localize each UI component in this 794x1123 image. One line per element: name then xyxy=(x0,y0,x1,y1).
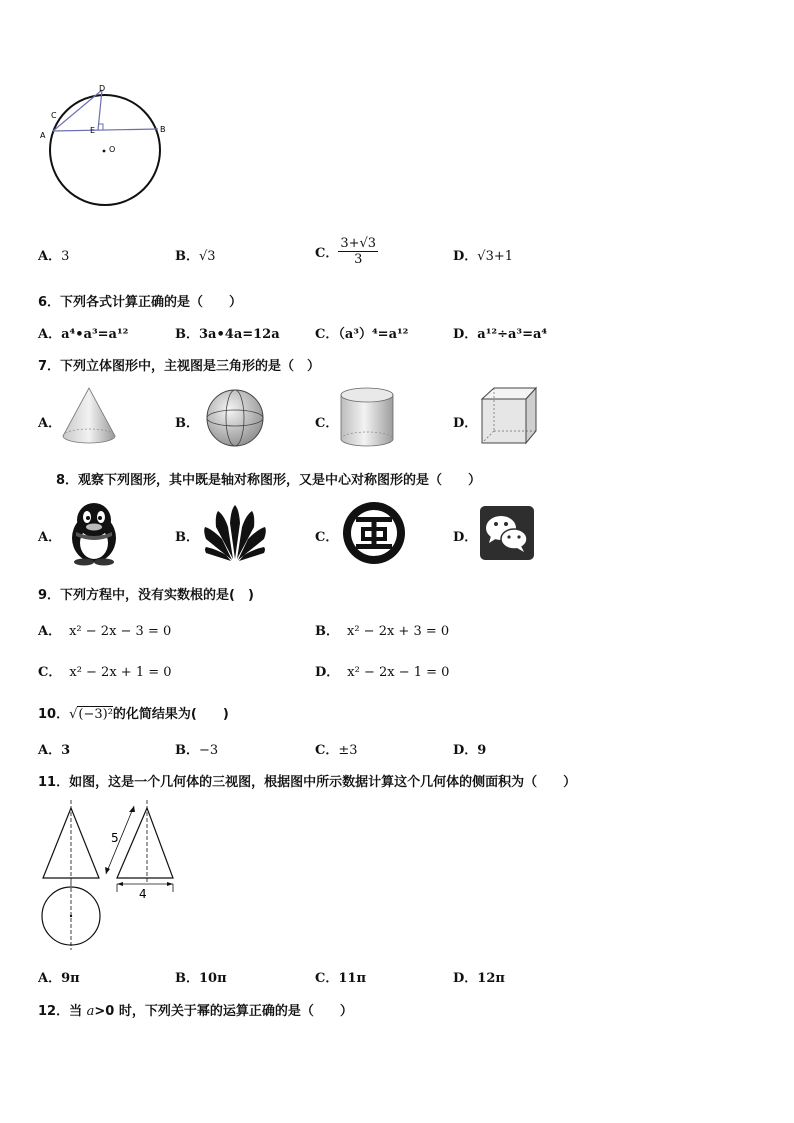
q7-option-d[interactable]: D． xyxy=(453,416,478,431)
q5-option-b[interactable]: B．√3 xyxy=(175,249,216,264)
option-label: A． xyxy=(38,249,62,264)
q11-option-a[interactable]: A．9π xyxy=(38,971,80,986)
point-label-a: A xyxy=(40,131,46,140)
q9-option-b[interactable]: B． x² − 2x + 3 = 0 xyxy=(315,624,450,639)
q5-option-c[interactable] xyxy=(315,236,378,267)
base-length-label: 4 xyxy=(139,887,147,901)
q6-stem: 6．下列各式计算正确的是（ ） xyxy=(38,295,243,310)
q6-option-a[interactable]: A．a⁴•a³=a¹² xyxy=(38,327,129,342)
fraction: $\frac{3+√3}{3}$ xyxy=(340,236,377,267)
three-view-figure xyxy=(36,796,184,952)
point-label-b: B xyxy=(160,125,166,134)
q8-stem: 8．观察下列图形，其中既是轴对称图形，又是中心对称图形的是（ ） xyxy=(56,473,482,488)
q7-option-c[interactable]: C． xyxy=(315,416,339,431)
q8-option-c[interactable]: C． xyxy=(315,530,339,545)
q11-stem: 11．如图，这是一个几何体的三视图，根据图中所示数据计算这个几何体的侧面积为（ ） xyxy=(38,775,577,790)
q8-option-a[interactable]: A． xyxy=(38,530,62,545)
option-label: B． xyxy=(175,249,199,264)
chat-bubbles-logo-icon xyxy=(479,505,535,561)
q8-option-d[interactable]: D． xyxy=(453,530,478,545)
q9-option-d[interactable]: D． x² − 2x − 1 = 0 xyxy=(315,665,450,680)
q9-option-a[interactable]: A． x² − 2x − 3 = 0 xyxy=(38,624,172,639)
point-label-e: E xyxy=(90,126,96,135)
q11-option-c[interactable]: C．11π xyxy=(315,971,366,986)
q10-stem: 10．√(−3)²的化简结果为( ) xyxy=(38,707,229,722)
cube-icon xyxy=(478,385,540,447)
circle-chord-figure xyxy=(36,80,176,212)
q6-option-c[interactable]: C．（a³）⁴=a¹² xyxy=(315,327,409,342)
q6-option-d[interactable]: D．a¹²÷a³=a⁴ xyxy=(453,327,548,342)
q6-option-b[interactable]: B．3a•4a=12a xyxy=(175,327,280,342)
q12-stem: 12．当 a>0 时，下列关于幂的运算正确的是（ ） xyxy=(38,1004,353,1019)
q7-stem: 7．下列立体图形中，主视图是三角形的是（ ） xyxy=(38,359,321,374)
option-label: C． xyxy=(315,246,339,261)
q10-option-b[interactable]: B．−3 xyxy=(175,743,219,758)
sqrt-expression: √(−3)² xyxy=(69,707,113,722)
q7-option-a[interactable]: A． xyxy=(38,416,62,431)
q5-option-a[interactable]: A．3 xyxy=(38,249,70,264)
q11-option-b[interactable]: B．10π xyxy=(175,971,227,986)
cone-icon xyxy=(60,386,118,446)
q7-option-b[interactable]: B． xyxy=(175,416,199,431)
sphere-icon xyxy=(205,388,265,448)
q11-option-d[interactable]: D．12π xyxy=(453,971,505,986)
q9-stem: 9．下列方程中，没有实数根的是( ) xyxy=(38,588,254,603)
q8-option-b[interactable]: B． xyxy=(175,530,199,545)
option-label: D． xyxy=(453,249,478,264)
point-label-c: C xyxy=(51,111,57,120)
point-label-d: D xyxy=(99,84,106,93)
q5-option-d[interactable]: D．√3+1 xyxy=(453,249,513,264)
q10-option-c[interactable]: C．±3 xyxy=(315,743,358,758)
slant-height-label: 5 xyxy=(111,831,119,845)
petal-logo-icon xyxy=(202,503,268,561)
q10-option-a[interactable]: A．3 xyxy=(38,743,71,758)
q9-option-c[interactable]: C． x² − 2x + 1 = 0 xyxy=(38,665,172,680)
q10-option-d[interactable]: D．9 xyxy=(453,743,487,758)
point-label-o: O xyxy=(109,145,116,154)
cylinder-icon xyxy=(338,386,396,448)
bank-logo-icon xyxy=(340,500,408,566)
penguin-logo-icon xyxy=(62,500,126,566)
